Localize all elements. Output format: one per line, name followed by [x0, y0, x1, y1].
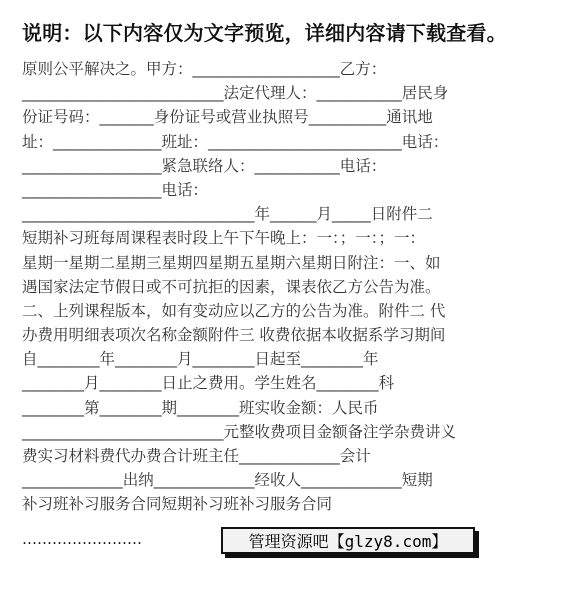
body-line: 遇国家法定节假日或不可抗拒的因素，课表依乙方公告为准。: [22, 277, 441, 296]
ellipsis-dots: ……………………: [22, 530, 142, 548]
body-line: 自________年________月________日起至________年: [22, 350, 379, 369]
body-line: __________________________法定代理人：___________居民身: [22, 84, 449, 103]
body-line: ________第________期________班实收金额：人民币: [22, 398, 379, 417]
body-line: _____________出纳_____________经收人_____________短期: [22, 471, 433, 490]
body-line: __________________紧急联络人：___________电话：: [22, 156, 387, 175]
body-line: 址：______________班址：_________________________电话：: [22, 132, 449, 151]
body-line: 份证号码：_______身份证号或营业执照号__________通讯地: [22, 108, 433, 127]
body-line: 费实习材料费代办费合计班主任_____________会计: [22, 447, 371, 465]
body-line: 二、上列课程版本，如有变动应以乙方的公告为准。附件二 代: [22, 301, 446, 320]
body-line: __________________电话：: [22, 180, 209, 199]
body-line: ________月________日止之费用。学生姓名________科: [22, 374, 395, 393]
body-line: 补习班补习服务合同短期补习班补习服务合同: [22, 495, 333, 514]
body-line: 原则公平解决之。甲方：___________________乙方：: [22, 60, 387, 78]
body-line: 星期一星期二星期三星期四星期五星期六星期日附注：一、如: [22, 253, 441, 272]
preview-notice-heading: 说明：以下内容仅为文字预览，详细内容请下载查看。: [22, 21, 507, 45]
site-watermark: 管理资源吧【glzy8.com】: [221, 527, 475, 554]
document-body: [22, 57, 562, 517]
body-line: 短期补习班每周课程表时段上午下午晚上：一：；一：；一：: [22, 229, 426, 248]
body-line: 办费用明细表项次名称金额附件三 收费依据本收据系学习期间: [22, 326, 446, 345]
body-line: ______________________________年______月_____日附件二: [22, 205, 433, 224]
body-line: __________________________元整收费项目金额备注学杂费讲义: [22, 422, 457, 441]
